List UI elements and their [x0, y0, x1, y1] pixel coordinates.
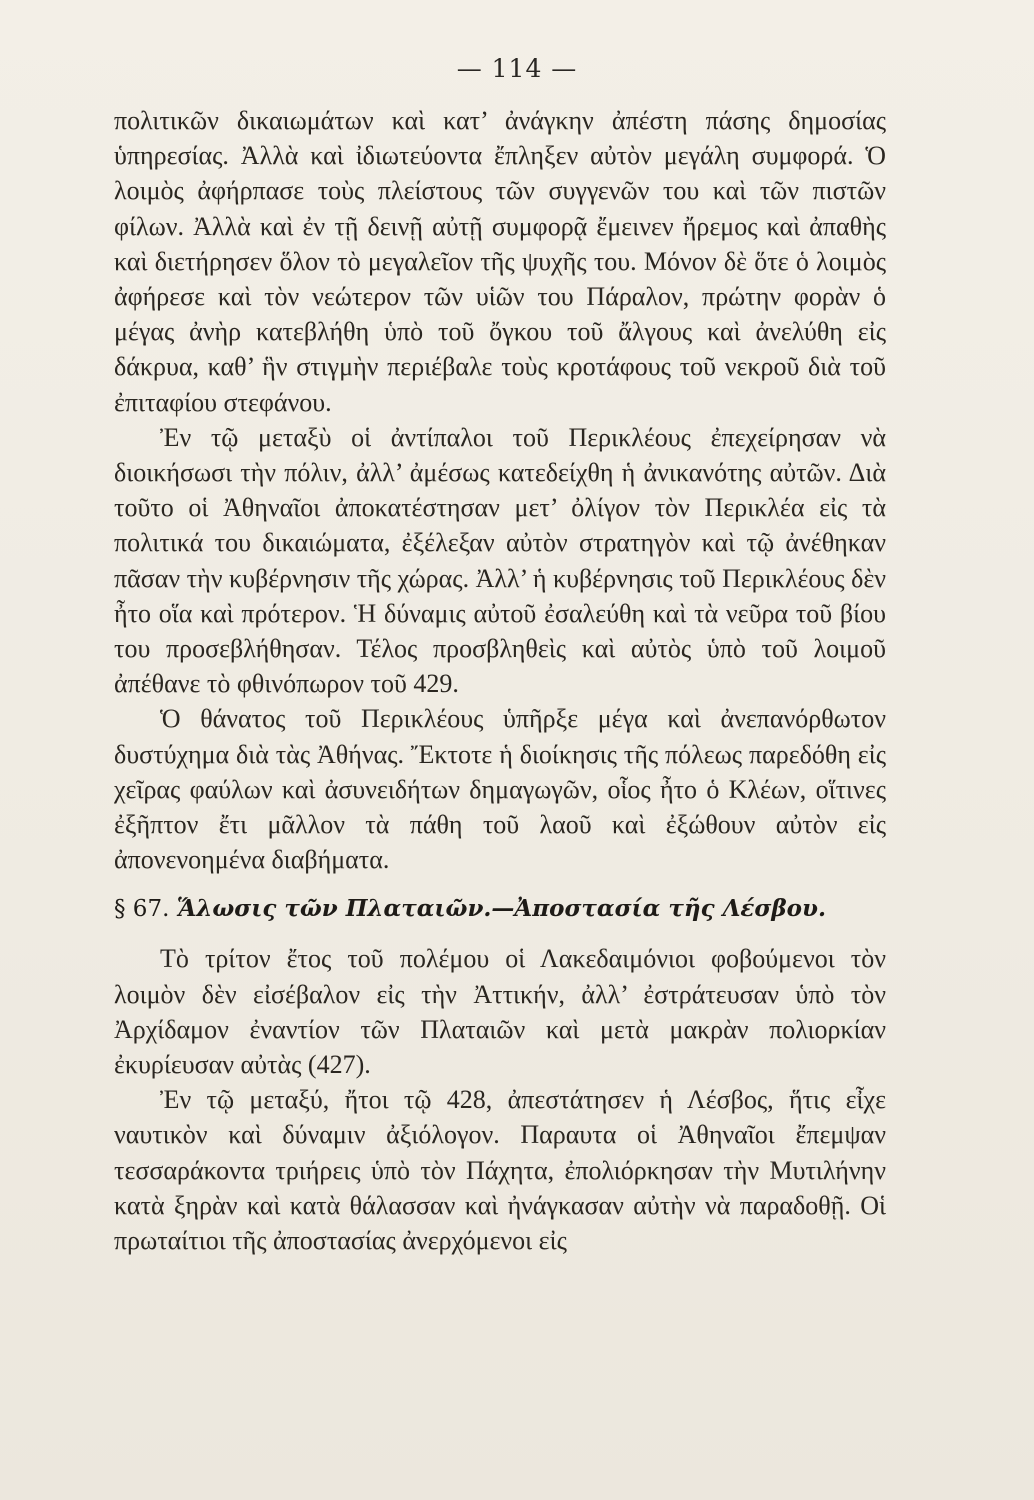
paragraph-lesbos: Ἐν τῷ μεταξύ, ἤτοι τῷ 428, ἀπεστάτησεν ἡ Λέσβος, ἥτις εἶχε ναυτικὸν καὶ δύναμιν ἀξιόλογον. Παραυτα οἱ Ἀθηναῖοι ἔπεμψαν τεσσαράκοντα τριήρεις ὑπὸ τὸν Πάχητα, ἐπολιόρκησαν τὴν Μυτιλήνην κατὰ ξηρὰν καὶ κατὰ θάλασσαν καὶ ἠνάγκασαν αὐτὴν νὰ παραδοθῇ. Οἱ πρωταίτιοι τῆς ἀποστασίας ἀνερχόμενοι εἰς	[114, 1085, 886, 1256]
section-number: § 67.	[114, 896, 170, 923]
section-title: Ἅλωσις τῶν Πλαταιῶν.—Ἀποστασία τῆς Λέσβου.	[176, 895, 826, 923]
page-body	[114, 103, 886, 1258]
paragraph-plataea: Τὸ τρίτον ἔτος τοῦ πολέμου οἱ Λακεδαιμόνιοι φοβούμενοι τὸν λοιμὸν δὲν εἰσέβαλον εἰς τὴν Ἀττικήν, ἀλλ’ ἐστράτευσαν ὑπὸ τὸν Ἀρχίδαμον ἐναντίον τῶν Πλαταιῶν καὶ μετὰ μακρὰν πολιορκίαν ἐκυρίευσαν αὐτὰς (427).	[114, 944, 886, 1080]
paragraph-continuation: πολιτικῶν δικαιωμάτων καὶ κατ’ ἀνάγκην ἀπέστη πάσης δημοσίας ὑπηρεσίας. Ἀλλὰ καὶ ἰδιωτεύοντα ἔπληξεν αὐτὸν μεγάλη συμφορά. Ὁ λοιμὸς ἀφήρπασε τοὺς πλείστους τῶν συγγενῶν του καὶ τῶν πιστῶν φίλων. Ἀλλὰ καὶ ἐν τῇ δεινῇ αὐτῇ συμφορᾷ ἔμεινεν ἤρεμος καὶ ἀπαθὴς καὶ διετήρησεν ὅλον τὸ μεγαλεῖον τῆς ψυχῆς του. Μόνον δὲ ὅτε ὁ λοιμὸς ἀφήρεσε καὶ τὸν νεώτερον τῶν υἱῶν του Πάραλον, πρώτην φορὰν ὁ μέγας ἀνὴρ κατεβλήθη ὑπὸ τοῦ ὄγκου τοῦ ἄλγους καὶ ἀνελύθη εἰς δάκρυα, καθ’ ἣν στιγμὴν περιέβαλε τοὺς κροτάφους τοῦ νεκροῦ διὰ τοῦ ἐπιταφίου στεφάνου.	[114, 106, 886, 417]
page-number: — 114 —	[456, 54, 578, 83]
section-heading	[114, 891, 886, 927]
paragraph-death-of-pericles: Ὁ θάνατος τοῦ Περικλέους ὑπῆρξε μέγα καὶ ἀνεπανόρθωτον δυστύχημα διὰ τὰς Ἀθήνας. Ἔκτοτε ἡ διοίκησις τῆς πόλεως παρεδόθη εἰς χεῖρας φαύλων καὶ ἀσυνειδήτων δημαγωγῶν, οἷος ἦτο ὁ Κλέων, οἵτινες ἐξῆπτον ἔτι μᾶλλον τὰ πάθη τοῦ λαοῦ καὶ ἐξώθουν αὐτὸν εἰς ἀπονενοημένα διαβήματα.	[114, 704, 886, 875]
paragraph-opponents: Ἐν τῷ μεταξὺ οἱ ἀντίπαλοι τοῦ Περικλέους ἐπεχείρησαν νὰ διοικήσωσι τὴν πόλιν, ἀλλ’ ἀμέσως κατεδείχθη ἡ ἀνικανότης αὐτῶν. Διὰ τοῦτο οἱ Ἀθηναῖοι ἀποκατέστησαν μετ’ ὀλίγον τὸν Περικλέα εἰς τὰ πολιτικά του δικαιώματα, ἐξέλεξαν αὐτὸν στρατηγὸν καὶ τῷ ἀνέθηκαν πᾶσαν τὴν κυβέρνησιν τῆς χώρας. Ἀλλ’ ἡ κυβέρνησις τοῦ Περικλέους δὲν ἦτο οἵα καὶ πρότερον. Ἡ δύναμις αὐτοῦ ἐσαλεύθη καὶ τὰ νεῦρα τοῦ βίου του προσεβλήθησαν. Τέλος προσβληθεὶς καὶ αὐτὸς ὑπὸ τοῦ λοιμοῦ ἀπέθανε τὸ φθινόπωρον τοῦ 429.	[114, 422, 886, 699]
